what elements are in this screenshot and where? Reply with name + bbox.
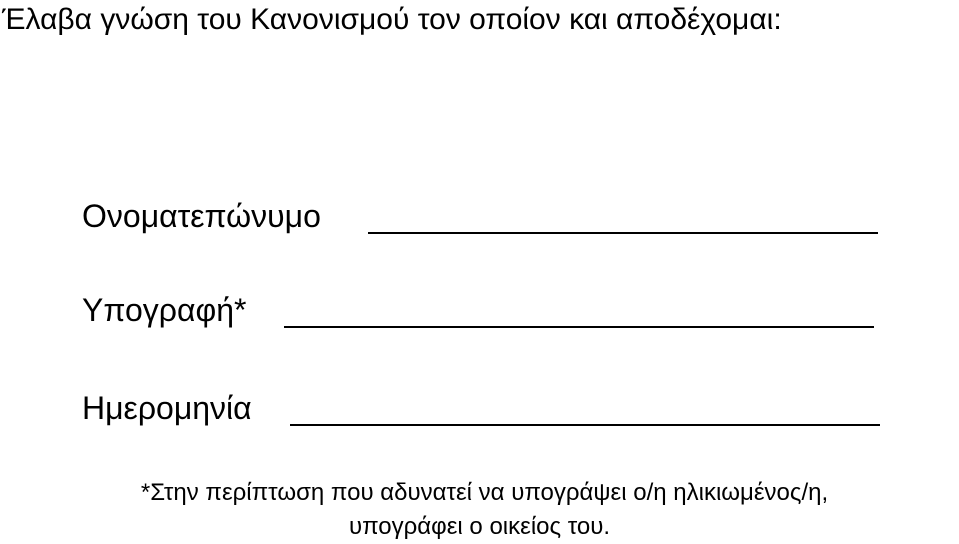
date-blank-line xyxy=(290,424,880,426)
footnote-line-2: υπογράφει ο οικείος του. xyxy=(348,513,611,540)
date-label: Ημερομηνία xyxy=(82,390,252,426)
signature-label: Υπογραφή* xyxy=(82,292,247,328)
declaration-heading: Έλαβα γνώση του Κανονισμού τον οποίον και αποδέχομαι: xyxy=(2,3,782,36)
signature-blank-line xyxy=(284,326,874,328)
footnote-line-1: *Στην περίπτωση που αδυνατεί να υπογράψει ο/η ηλικιωμένος/η, xyxy=(140,479,829,506)
full-name-label: Ονοματεπώνυμο xyxy=(82,198,321,234)
full-name-blank-line xyxy=(368,232,878,234)
